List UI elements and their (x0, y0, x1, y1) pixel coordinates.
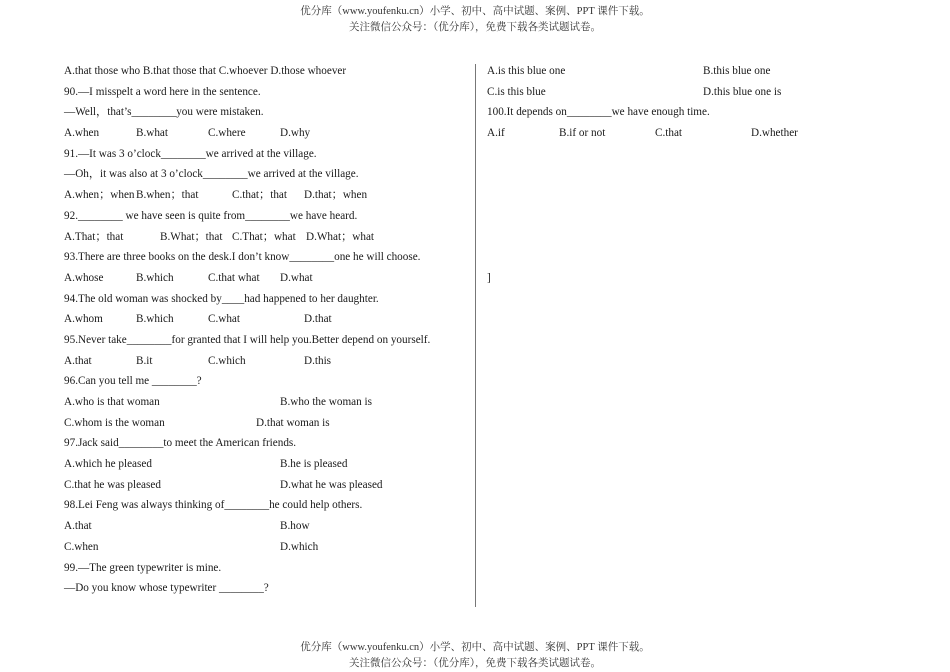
q97-options-ab (64, 454, 469, 475)
option-a: A.that (64, 520, 92, 533)
option-a: A.when；when (64, 189, 135, 202)
q90-options (64, 123, 469, 144)
header-line-2: 关注微信公众号：（优分库），免费下载各类试题试卷。 (349, 22, 601, 33)
q97-options-cd (64, 475, 469, 496)
option-a: A.if (487, 127, 505, 140)
option-c: C.that；that (232, 189, 287, 202)
right-column (487, 61, 887, 144)
q100-options (487, 123, 887, 144)
option-a: A.when (64, 127, 100, 140)
option-b: B.which (136, 313, 174, 326)
q97-question: 97.Jack said________to meet the American friends. (64, 437, 297, 450)
option-d: D.whether (751, 127, 798, 140)
q94-question: 94.The old woman was shocked by____had happened to her daughter. (64, 292, 379, 305)
option-b: B.it (136, 354, 153, 367)
q95-question: 95.Never take________for granted that I will help you.Better depend on yourself. (64, 333, 431, 346)
option-a: A.that (64, 354, 92, 367)
option-c: C.that (655, 127, 683, 140)
q91-options (64, 185, 469, 206)
option-b: B.what (136, 127, 169, 140)
option-c: C.That；what (232, 230, 296, 243)
q93-question: 93.There are three books on the desk.I don’t know________one he will choose. (64, 251, 421, 264)
option-d: D.that woman is (256, 416, 330, 429)
option-a: A.whose (64, 271, 104, 284)
option-d: D.What；what (306, 230, 375, 243)
option-b: B.how (280, 520, 310, 533)
option-a: A.is this blue one (487, 65, 566, 77)
option-b: B.when；that (136, 189, 199, 202)
q90-question-b: —Well，that’s________you were mistaken. (64, 106, 264, 119)
option-c: C.where (208, 127, 246, 140)
header-line-1: 优分库（www.youfenku.cn）小学、初中、高中试题、案例、PPT 课件下载。 (300, 6, 650, 17)
q89-options: A.that those who B.that those that C.whoever D.those whoever (64, 65, 347, 77)
q95-options (64, 351, 469, 372)
option-c: C.that what (208, 271, 260, 284)
footer-line-1: 优分库（www.youfenku.cn）小学、初中、高中试题、案例、PPT 课件下载。 (300, 642, 650, 653)
option-b: B.he is pleased (280, 458, 348, 471)
option-b: B.What；that (160, 230, 223, 243)
option-d: D.this (304, 354, 332, 367)
stray-bracket: ] (487, 272, 491, 284)
option-a: A.who is that woman (64, 396, 160, 408)
q92-question: 92.________ we have seen is quite from________we have heard. (64, 209, 358, 222)
q96-options-cd (64, 413, 469, 434)
q98-options-cd (64, 537, 469, 558)
q96-options-ab (64, 392, 469, 413)
q90-question: 90.—I misspelt a word here in the sentence. (64, 85, 261, 98)
option-b: B.which (136, 271, 174, 284)
option-c: C.that he was pleased (64, 478, 161, 491)
q91-question: 91.—It was 3 o’clock________we arrived at the village. (64, 147, 317, 160)
q91-question-b: —Oh，it was also at 3 o’clock________we arrived at the village. (64, 168, 359, 181)
option-d: D.that；when (304, 189, 368, 202)
option-b: B.this blue one (703, 65, 771, 77)
option-c: C.is this blue (487, 85, 546, 98)
option-b: B.who the woman is (280, 396, 372, 408)
option-a: A.whom (64, 313, 103, 326)
option-d: D.what (280, 271, 313, 284)
q100-question: 100.It depends on________we have enough time. (487, 106, 710, 119)
option-d: D.what he was pleased (280, 478, 383, 491)
option-d: D.that (304, 313, 332, 326)
footer-line-2: 关注微信公众号：（优分库），免费下载各类试题试卷。 (349, 658, 601, 669)
option-a: A.which he pleased (64, 458, 152, 471)
column-divider (475, 64, 476, 607)
q99-question-b: —Do you know whose typewriter ________? (64, 582, 269, 595)
option-b: B.if or not (559, 127, 606, 140)
page-footer (0, 640, 950, 672)
q96-question: 96.Can you tell me ________? (64, 375, 202, 388)
option-c: C.which (208, 354, 246, 367)
q99-options-cd (487, 82, 887, 103)
q93-options (64, 268, 469, 289)
option-d: D.this blue one is (703, 85, 782, 98)
left-column (64, 61, 469, 599)
q98-question: 98.Lei Feng was always thinking of________he could help others. (64, 499, 363, 512)
option-d: D.which (280, 540, 319, 553)
option-c: C.whom is the woman (64, 416, 165, 429)
q99-options-ab (487, 61, 887, 82)
option-c: C.when (64, 540, 99, 553)
q94-options (64, 309, 469, 330)
page-header (0, 4, 950, 36)
option-a: A.That；that (64, 230, 124, 243)
option-c: C.what (208, 313, 241, 326)
option-d: D.why (280, 127, 311, 140)
q92-options (64, 227, 469, 248)
q98-options-ab (64, 516, 469, 537)
q99-question: 99.—The green typewriter is mine. (64, 561, 222, 574)
